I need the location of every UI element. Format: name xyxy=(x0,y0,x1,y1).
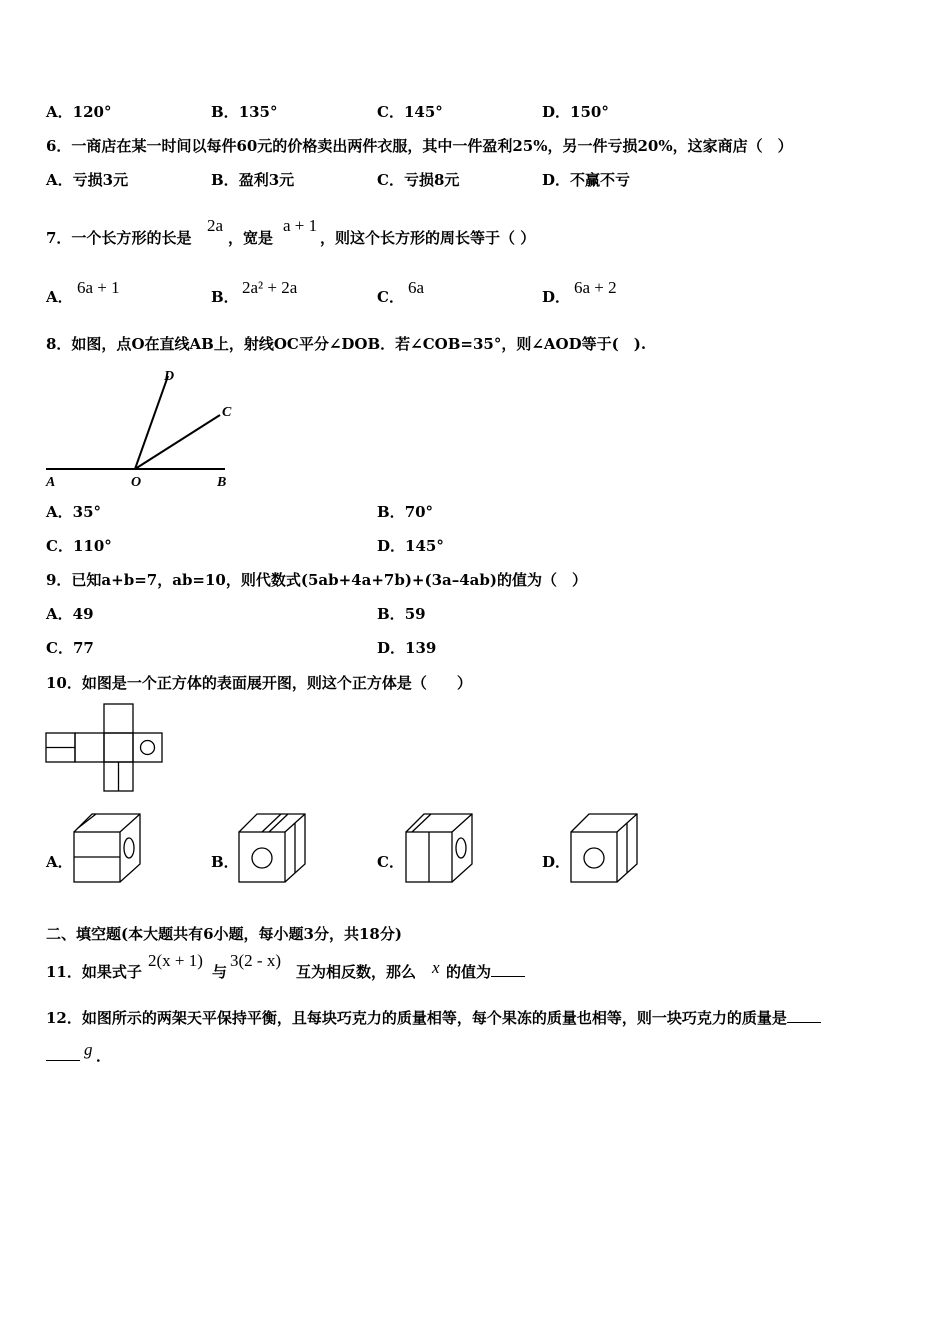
q8-option-c[interactable]: C．110° xyxy=(46,537,112,555)
q6-option-d[interactable]: D．不赢不亏 xyxy=(542,171,631,189)
q12-answer-blank-part2[interactable] xyxy=(46,1046,80,1061)
q10-option-b[interactable]: B． xyxy=(211,853,239,871)
q7-option-d-expr: 6a + 2 xyxy=(574,278,617,297)
q11-stem-part4: 的值为 xyxy=(446,962,525,982)
q12-stem: 12．如图所示的两架天平保持平衡，且每块巧克力的质量相等，每个果冻的质量也相等，则一块巧克力的质量是 xyxy=(46,1008,821,1028)
q10-option-d-cube[interactable] xyxy=(569,812,641,886)
q10-stem: 10．如图是一个正方体的表面展开图，则这个正方体是（ ） xyxy=(46,674,472,692)
q7-option-c[interactable]: C． xyxy=(377,288,404,306)
q8-option-d[interactable]: D．145° xyxy=(377,537,444,555)
q7-stem-part1: 7．一个长方形的长是 xyxy=(46,229,192,247)
q7-option-c-expr: 6a xyxy=(408,278,425,297)
q7-option-a-expr: 6a + 1 xyxy=(77,278,120,297)
q5-option-c[interactable]: C．145° xyxy=(377,103,443,121)
q7-stem-part2: ，宽是 xyxy=(228,229,274,247)
q10-option-c[interactable]: C． xyxy=(377,853,404,871)
q9-stem: 9．已知a+b=7，ab=10，则代数式(5ab+4a+7b)+(3a–4ab)的值为（ ） xyxy=(46,571,587,589)
label-a: A xyxy=(46,475,56,490)
q8-option-b[interactable]: B．70° xyxy=(377,503,434,521)
q10-option-b-cube[interactable] xyxy=(237,812,309,886)
q12-stem-line2 xyxy=(46,1046,80,1066)
q11-answer-blank[interactable] xyxy=(491,962,525,977)
q12-unit: g xyxy=(84,1040,93,1059)
section2-title: 二、填空题(本大题共有6小题，每小题3分，共18分) xyxy=(46,925,402,943)
q8-angle-figure xyxy=(40,362,280,492)
cube-net-figure xyxy=(44,702,166,794)
q11-stem-part1: 11．如果式子 xyxy=(46,963,142,981)
q7-option-b-expr: 2a² + 2a xyxy=(242,278,298,297)
q9-option-a[interactable]: A．49 xyxy=(46,605,94,623)
q7-option-b[interactable]: B． xyxy=(211,288,239,306)
q6-option-a[interactable]: A．亏损3元 xyxy=(46,171,129,189)
q10-option-c-cube[interactable] xyxy=(404,812,476,886)
q5-option-b[interactable]: B．135° xyxy=(211,103,278,121)
q7-stem-part3: ，则这个长方形的周长等于（ ） xyxy=(320,229,536,247)
q11-expr1: 2(x + 1) xyxy=(148,951,203,970)
q10-option-d[interactable]: D． xyxy=(542,853,571,871)
q7-length-expr: 2a xyxy=(207,216,224,235)
label-d: D xyxy=(164,369,175,384)
q6-stem: 6．一商店在某一时间以每件60元的价格卖出两件衣服，其中一件盈利25%，另一件亏损20%，这家商店（ ） xyxy=(46,137,793,155)
q7-option-a[interactable]: A． xyxy=(46,288,73,306)
q7-width-expr: a + 1 xyxy=(283,216,318,235)
q11-var-x: x xyxy=(432,958,440,977)
q12-answer-blank-part1[interactable] xyxy=(787,1008,821,1023)
q12-end: ． xyxy=(96,1047,112,1065)
q9-option-b[interactable]: B．59 xyxy=(377,605,426,623)
q8-stem: 8．如图，点O在直线AB上，射线OC平分∠DOB．若∠COB=35°，则∠AOD等于( ). xyxy=(46,335,647,353)
q9-option-d[interactable]: D．139 xyxy=(377,639,437,657)
q5-option-a[interactable]: A．120° xyxy=(46,103,112,121)
q9-option-c[interactable]: C．77 xyxy=(46,639,94,657)
q6-option-c[interactable]: C．亏损8元 xyxy=(377,171,460,189)
label-o: O xyxy=(131,475,142,490)
label-c: C xyxy=(222,405,232,420)
q10-option-a-cube[interactable] xyxy=(72,812,144,886)
q10-option-a[interactable]: A． xyxy=(46,853,73,871)
ray-oc xyxy=(135,415,220,469)
q11-stem-part2: 与 xyxy=(212,963,228,981)
q7-option-d[interactable]: D． xyxy=(542,288,571,306)
q8-option-a[interactable]: A．35° xyxy=(46,503,102,521)
q6-option-b[interactable]: B．盈利3元 xyxy=(211,171,295,189)
q11-stem-part3: 互为相反数，那么 xyxy=(296,963,417,981)
q11-expr2: 3(2 - x) xyxy=(230,951,281,970)
label-b: B xyxy=(217,475,227,490)
q5-option-d[interactable]: D．150° xyxy=(542,103,609,121)
ray-od xyxy=(135,376,168,469)
